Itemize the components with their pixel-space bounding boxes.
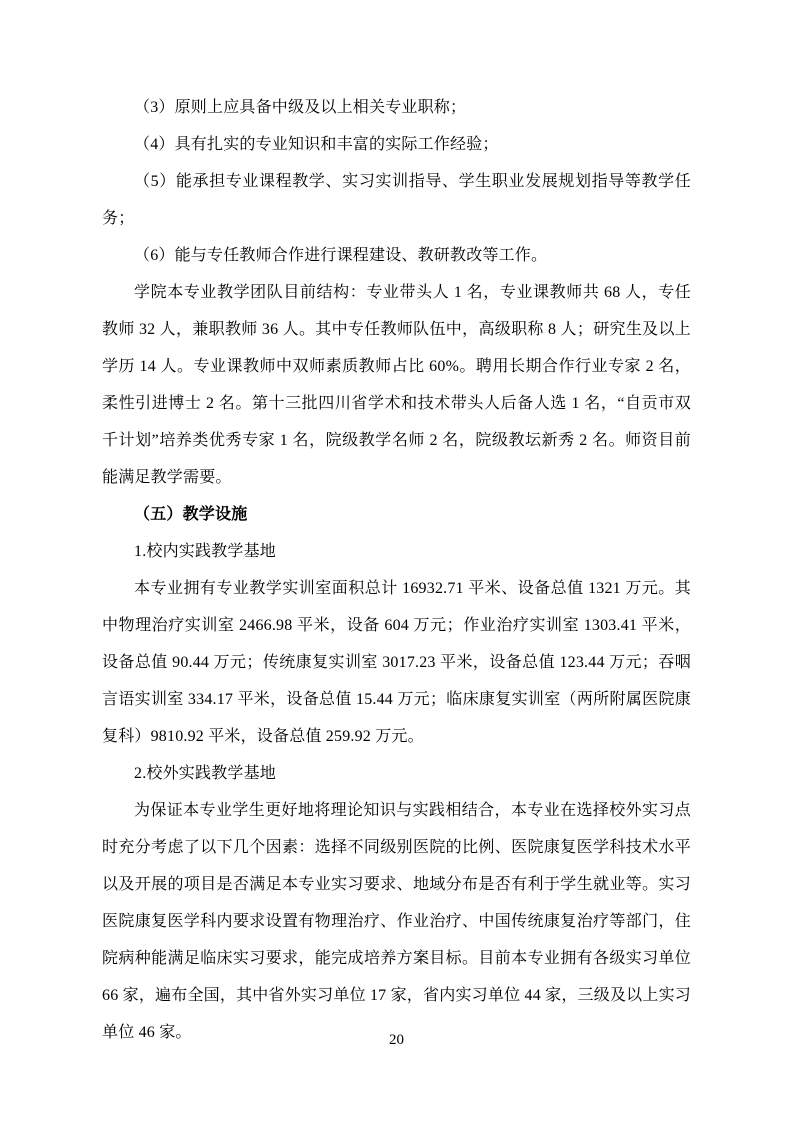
paragraph-team-structure: 学院本专业教学团队目前结构：专业带头人 1 名，专业课教师共 68 人，专任教师 32 人，兼职教师 36 人。其中专任教师队伍中，高级职称 8 人；研究生及以上学历 14 人。专业课教师中双师素质教师占比 60%。聘用长期合作行业专家 2 名，柔性引进博士 2 名。第十三批四川省学术和技术带头人后备人选 1 名，“自贡市双千计划”培养类优秀专家 1 名，院级教学名师 2 名，院级教坛新秀 2 名。师资目前能满足教学需要。 bbox=[102, 284, 691, 486]
page-number: 20 bbox=[389, 1032, 404, 1048]
page-content bbox=[102, 89, 691, 1051]
list-item-5: （5）能承担专业课程教学、实习实训指导、学生职业发展规划指导等教学任务； bbox=[102, 173, 691, 227]
paragraph-campus-facilities: 本专业拥有专业教学实训室面积总计 16932.71 平米、设备总值 1321 万元。其中物理治疗实训室 2466.98 平米，设备 604 万元；作业治疗实训室 1303.41 平米，设备总值 90.44 万元；传统康复实训室 3017.23 平米，设备总值 123.44 万元；吞咽言语实训室 334.17 平米，设备总值 15.44 万元；临床康复实训室（两所附属医院康复科）9810.92 平米，设备总值 259.92 万元。 bbox=[102, 580, 691, 745]
paragraph-external-practice: 为保证本专业学生更好地将理论知识与实践相结合，本专业在选择校外实习点时充分考虑了以下几个因素：选择不同级别医院的比例、医院康复医学科技术水平以及开展的项目是否满足本专业实习要求、地域分布是否有利于学生就业等。实习医院康复医学科内要求设置有物理治疗、作业治疗、中国传统康复治疗等部门，住院病种能满足临床实习要求，能完成培养方案目标。目前本专业拥有各级实习单位 66 家，遍布全国，其中省外实习单位 17 家，省内实习单位 44 家，三级及以上实习单位 46 家。 bbox=[102, 802, 691, 1041]
list-item-3: （3）原则上应具备中级及以上相关专业职称； bbox=[134, 99, 467, 116]
subsection-heading-external-practice-base: 2.校外实践教学基地 bbox=[134, 765, 277, 782]
list-item-6: （6）能与专任教师合作进行课程建设、教研教改等工作。 bbox=[134, 247, 548, 264]
list-item-4: （4）具有扎实的专业知识和丰富的实际工作经验； bbox=[134, 136, 499, 153]
subsection-heading-campus-practice-base: 1.校内实践教学基地 bbox=[134, 543, 277, 560]
section-heading-teaching-facilities: （五）教学设施 bbox=[134, 506, 248, 523]
